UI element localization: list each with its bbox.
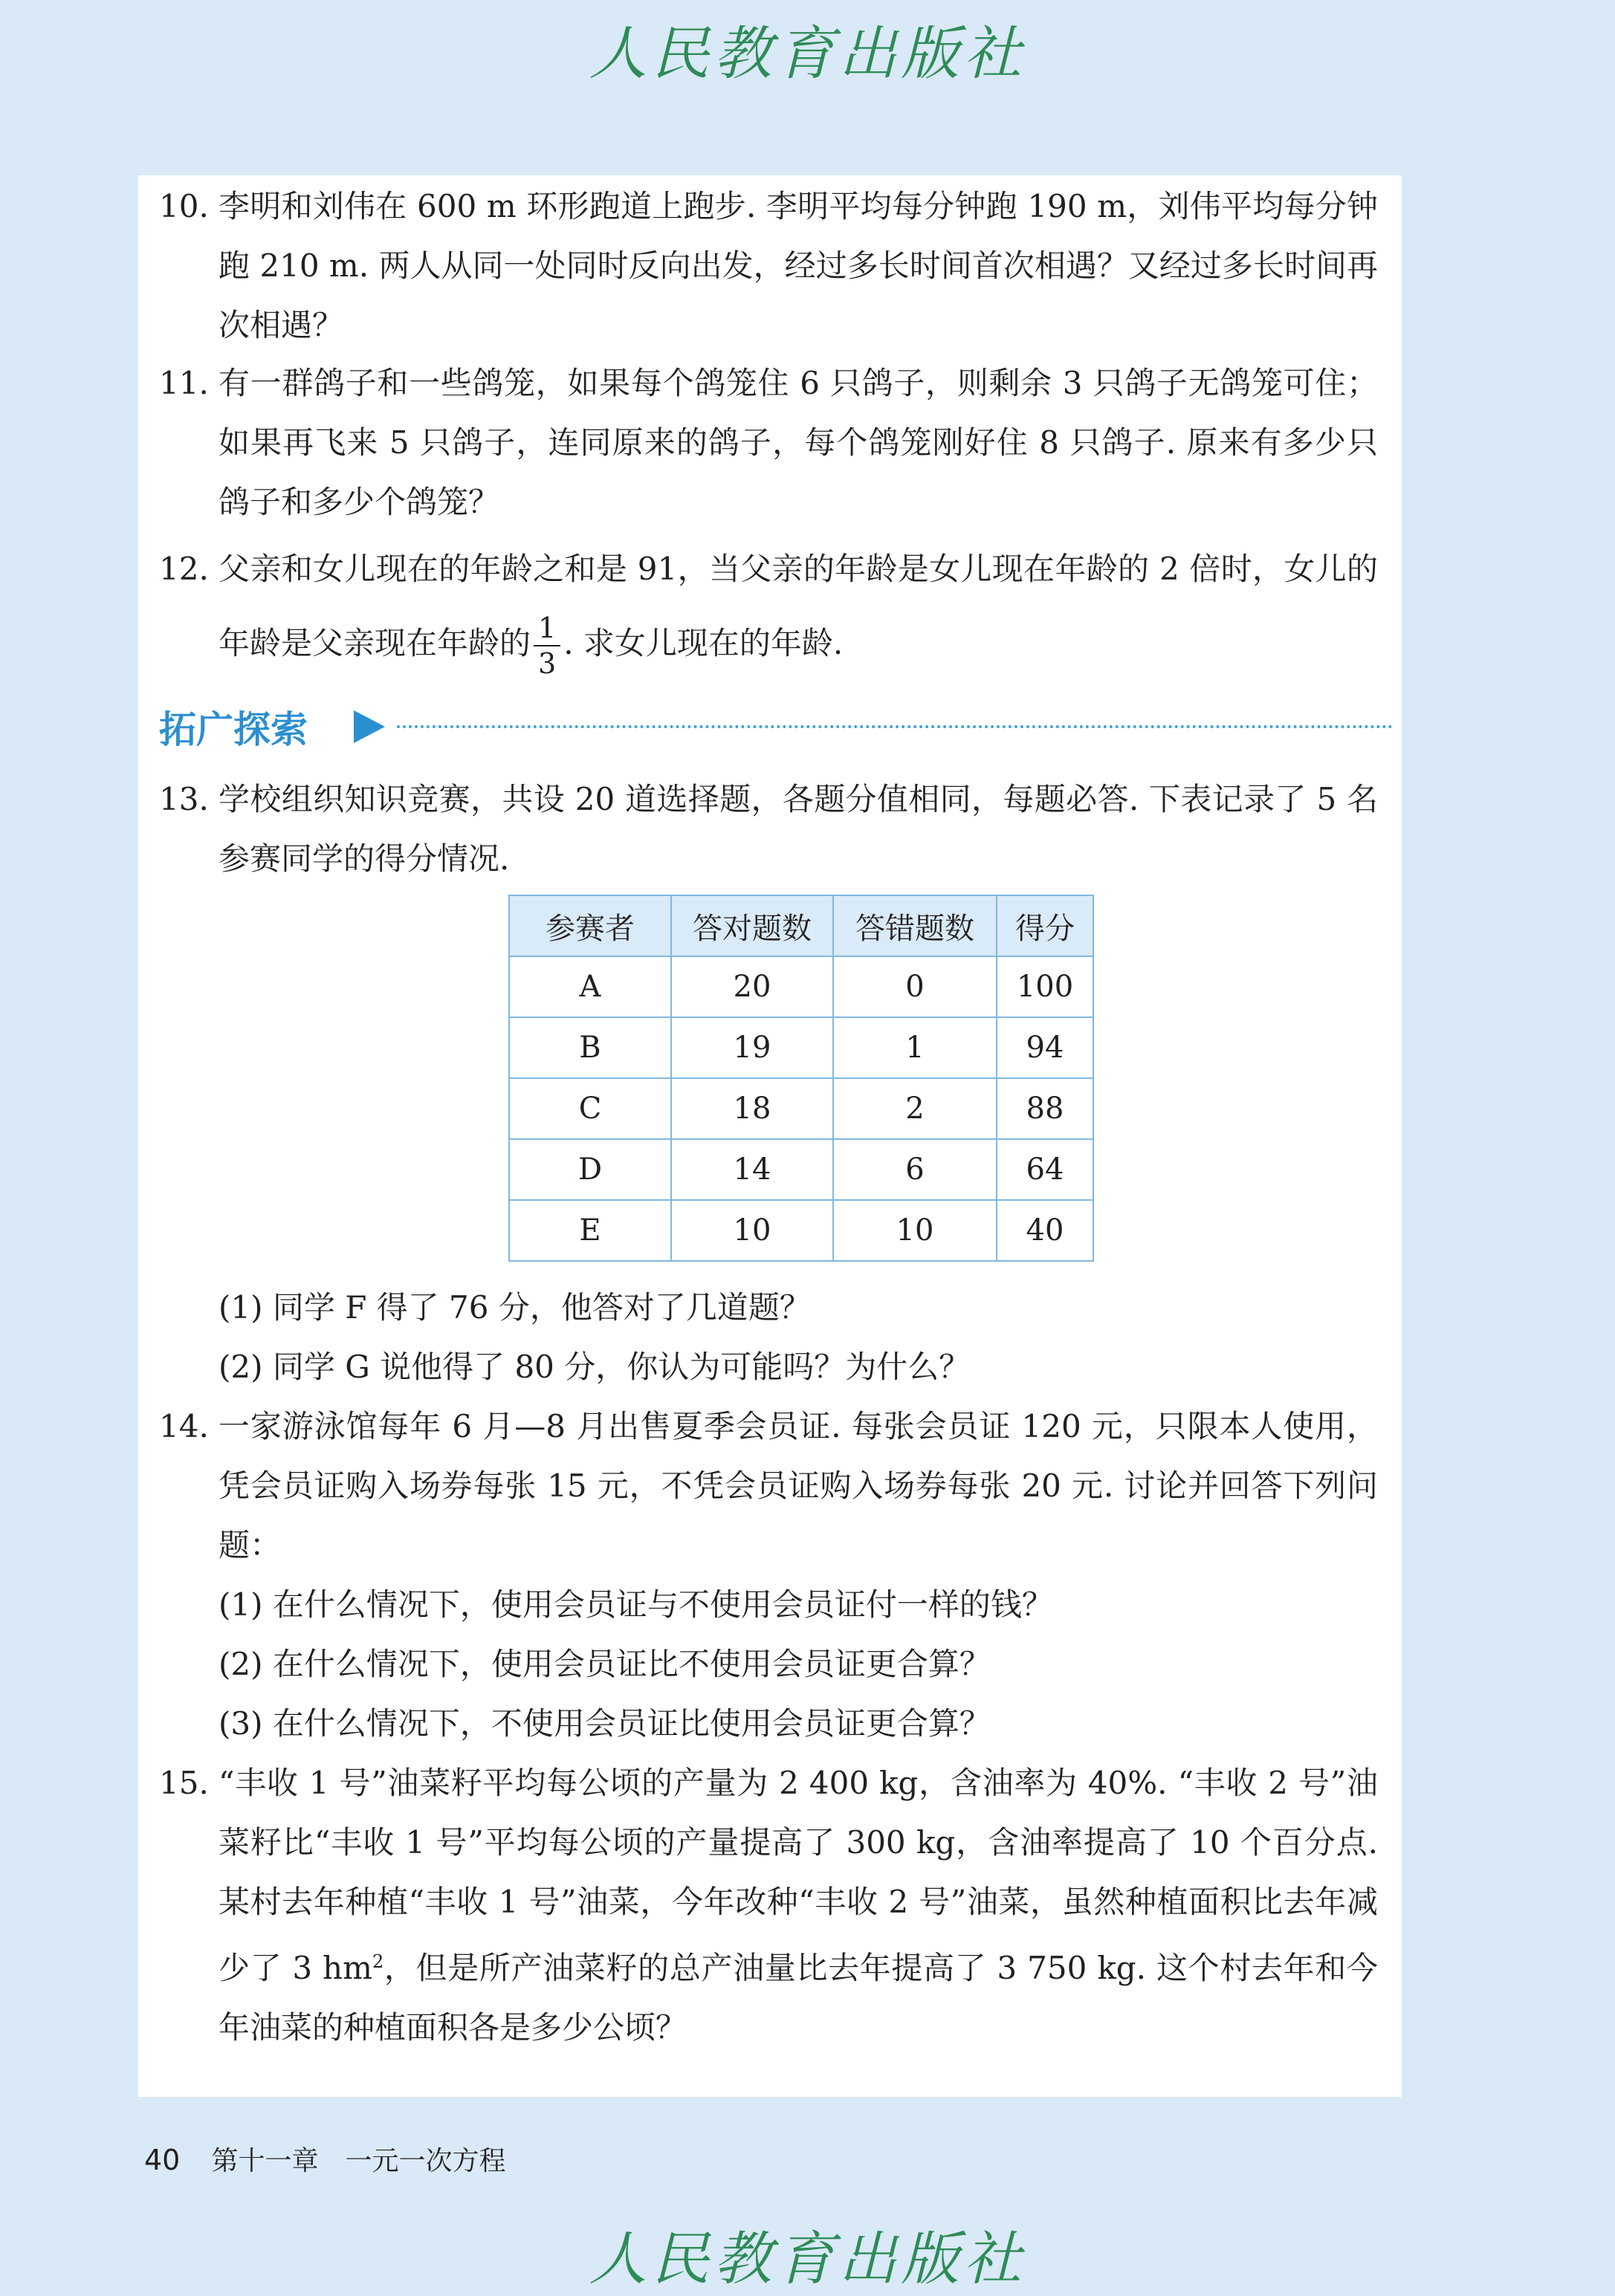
- table-cell: 19: [671, 1017, 833, 1078]
- table-row: [509, 1078, 1093, 1139]
- sub-question: (1) 在什么情况下，使用会员证与不使用会员证付一样的钱？: [219, 1586, 1053, 1623]
- table-cell: 14: [671, 1139, 833, 1200]
- table-header: 答错题数: [833, 895, 997, 956]
- table-cell: B: [509, 1017, 671, 1078]
- sub-question: (2) 在什么情况下，使用会员证比不使用会员证更合算？: [219, 1646, 991, 1682]
- table-cell: 100: [997, 956, 1093, 1017]
- question-13: [159, 770, 1378, 889]
- question-number: 13.: [159, 781, 209, 817]
- table-header: 参赛者: [509, 895, 671, 956]
- question-text: [219, 1754, 1378, 2057]
- page-footer: [144, 2140, 505, 2178]
- table-row: [509, 1017, 1093, 1078]
- table-header: 得分: [997, 895, 1093, 956]
- table-cell: 88: [997, 1078, 1093, 1139]
- table-cell: A: [509, 956, 671, 1017]
- question-text: 一家游泳馆每年 6 月—8 月出售夏季会员证. 每张会员证 120 元，只限本人使用，凭会员证购入场券每张 15 元，不凭会员证购入场券每张 20 元. 讨论并回答下列问题：: [219, 1408, 1378, 1563]
- table-header: 答对题数: [671, 895, 833, 956]
- table-cell: D: [509, 1139, 671, 1200]
- table-cell: 20: [671, 956, 833, 1017]
- score-table: [508, 895, 1094, 1262]
- question-text: 李明和刘伟在 600 m 环形跑道上跑步. 李明平均每分钟跑 190 m，刘伟平均每分钟跑 210 m. 两人从同一处同时反向出发，经过多长时间首次相遇？又经过多长时间再次相遇？: [219, 188, 1378, 343]
- fraction-denominator: 3: [538, 647, 557, 680]
- table-cell: 1: [833, 1017, 997, 1078]
- table-cell: 0: [833, 956, 997, 1017]
- question-text-part: . 求女儿现在的年龄.: [563, 625, 844, 661]
- sub-question: (2) 同学 G 说他得了 80 分，你认为可能吗？为什么？: [219, 1349, 971, 1385]
- table-cell: 40: [997, 1200, 1093, 1261]
- question-text: 有一群鸽子和一些鸽笼，如果每个鸽笼住 6 只鸽子，则剩余 3 只鸽子无鸽笼可住；如果再飞来 5 只鸽子，连同原来的鸽子，每个鸽笼刚好住 8 只鸽子. 原来有多少只鸽子和多少个鸽笼？: [219, 365, 1378, 520]
- question-12: [159, 532, 1378, 681]
- question-text-part: 父亲和女儿现在的年龄之和是 91，当父亲的年龄是女儿现在年龄的 2 倍时，女儿的年龄是父亲现在年龄的: [219, 551, 1378, 661]
- table-cell: 94: [997, 1017, 1093, 1078]
- question-15: [159, 1754, 1378, 2057]
- section-title: 拓广探索: [159, 708, 308, 751]
- table-row: [509, 1200, 1093, 1261]
- fraction: [534, 614, 560, 678]
- table-cell: 6: [833, 1139, 997, 1200]
- table-row: [509, 956, 1093, 1017]
- publisher-logo-top: 人民教育出版社: [589, 21, 1026, 88]
- table-header-row: [509, 895, 1093, 956]
- table-cell: 64: [997, 1139, 1093, 1200]
- table-row: [509, 1139, 1093, 1200]
- question-number: 10.: [159, 188, 209, 224]
- question-14: [159, 1397, 1378, 1575]
- table-cell: E: [509, 1200, 671, 1261]
- fraction-numerator: 1: [534, 614, 560, 646]
- play-arrow-icon: [354, 710, 385, 743]
- superscript: 2: [372, 1951, 384, 1972]
- sub-question: (1) 同学 F 得了 76 分，他答对了几道题？: [219, 1289, 811, 1326]
- question-number: 14.: [159, 1408, 209, 1444]
- table-cell: 2: [833, 1078, 997, 1139]
- table-cell: 18: [671, 1078, 833, 1139]
- content-panel: [138, 175, 1402, 2097]
- question-text-part: ，但是所产油菜籽的总产油量比去年提高了 3 750 kg. 这个村去年和今年油菜的种植面积各是多少公顷？: [219, 1950, 1378, 2046]
- table-cell: 10: [671, 1200, 833, 1261]
- question-number: 15.: [159, 1765, 209, 1801]
- question-10: [159, 177, 1378, 355]
- chapter-title: 第十一章 一元一次方程: [211, 2146, 506, 2176]
- page-number: 40: [144, 2144, 181, 2176]
- question-number: 11.: [159, 365, 209, 401]
- table-cell: C: [509, 1078, 671, 1139]
- question-text-part: “丰收 1 号”油菜籽平均每公顷的产量为 2 400 kg，含油率为 40%. “丰收 2 号”油菜籽比“丰收 1 号”平均每公顷的产量提高了 300 kg，含油率提高了 10 个百分点. 某村去年种植“丰收 1 号”油菜，今年改种“丰收 2 号”油菜，虽然种植面积比去年减少了 3 hm: [219, 1765, 1378, 1986]
- dotted-divider: [397, 725, 1393, 728]
- question-11: [159, 354, 1378, 532]
- sub-question: (3) 在什么情况下，不使用会员证比使用会员证更合算？: [219, 1705, 991, 1742]
- question-text: [219, 532, 1378, 681]
- question-number: 12.: [159, 551, 209, 587]
- question-text: 学校组织知识竞赛，共设 20 道选择题，各题分值相同，每题必答. 下表记录了 5 名参赛同学的得分情况.: [219, 781, 1378, 877]
- section-header: [159, 695, 1393, 755]
- publisher-logo-bottom: 人民教育出版社: [589, 2226, 1026, 2293]
- table-cell: 10: [833, 1200, 997, 1261]
